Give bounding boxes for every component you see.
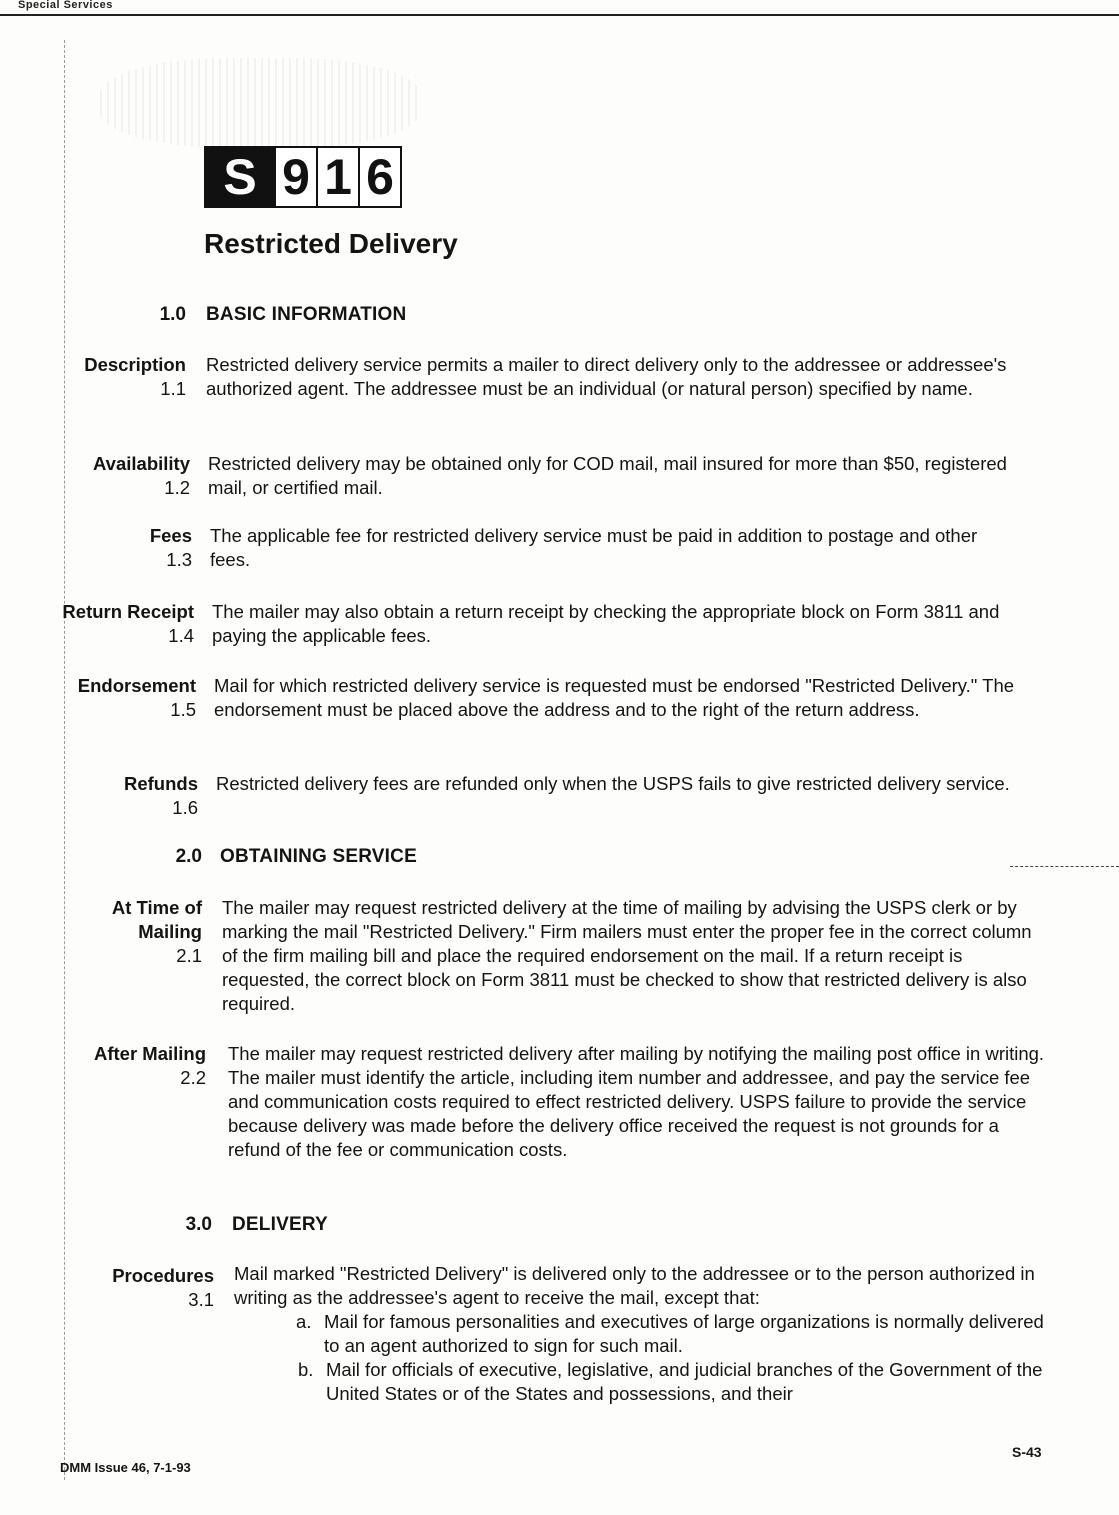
- subsection-label: [50, 452, 190, 500]
- subsection-name: Return Receipt: [62, 601, 194, 622]
- subsection-text: Restricted delivery may be obtained only for COD mail, mail insured for more than $50, registered mail, or certified mail.: [208, 453, 1007, 498]
- section-number: 3.0: [185, 1214, 212, 1235]
- subsection-text: The mailer may also obtain a return receipt by checking the appropriate block on Form 3811 and paying the applicable fees.: [212, 601, 1000, 646]
- section-title: DELIVERY: [232, 1214, 328, 1235]
- footer-page-number: S-43: [1012, 1444, 1042, 1460]
- subsection-name: Procedures: [112, 1265, 214, 1286]
- subsection-number: 1.3: [166, 549, 192, 570]
- subsection-number: 2.1: [176, 945, 202, 966]
- subsection-name: Refunds: [124, 773, 198, 794]
- list-item-text: Mail for officials of executive, legislative, and judicial branches of the Government of the United States or of the States and possessions, and their: [326, 1359, 1043, 1404]
- subsection-name: At Time of: [111, 897, 202, 918]
- subsection-name: Endorsement: [77, 675, 196, 696]
- code-digit: 1: [316, 148, 358, 206]
- subsection-number: 2.2: [180, 1067, 206, 1088]
- subsection-name: Availability: [93, 453, 190, 474]
- subsection-number: 1.6: [172, 797, 198, 818]
- subsection-number: 1.4: [168, 625, 194, 646]
- footer-issue: DMM Issue 46, 7-1-93: [60, 1460, 191, 1475]
- list-item: [298, 1358, 1066, 1406]
- code-digits: [274, 148, 400, 206]
- subsection-text: Restricted delivery service permits a mailer to direct delivery only to the addressee or addressee's authorized agent. The addressee must be an individual (or natural person) specified by name.: [206, 354, 1007, 399]
- subsection-label: [58, 772, 198, 820]
- subsection-name: Description: [84, 354, 186, 375]
- subsection-text: Mail for which restricted delivery service is requested must be endorsed "Restricted Delivery." The endorsement must be placed above the address and to the right of the return address.: [214, 675, 1015, 720]
- subsection-number: 1.2: [164, 477, 190, 498]
- subsection-text: Restricted delivery fees are refunded only when the USPS fails to give restricted delivery service.: [216, 773, 1010, 794]
- subsection-number: 1.5: [170, 699, 196, 720]
- subsection-label: [74, 1264, 214, 1312]
- page-title: Restricted Delivery: [204, 228, 458, 259]
- section-number: 1.0: [159, 304, 186, 325]
- header-text: Special Services: [18, 0, 113, 11]
- section-title: BASIC INFORMATION: [206, 304, 407, 325]
- margin-rule: [64, 40, 65, 1480]
- subsection-label: [66, 1042, 206, 1090]
- subsection-number: 3.1: [188, 1289, 214, 1310]
- subsection-label: [46, 353, 186, 401]
- margin-dash-rule: [1010, 866, 1119, 867]
- subsection-text: The mailer may request restricted delivery after mailing by notifying the mailing post office in writing. The mailer must identify the article, including item number and addressee, and pay the service fee and communication costs required to effect restricted delivery. USPS failure to provide the service because delivery was made before the delivery office received the request is not grounds for a refund of the fee or communication costs.: [228, 1043, 1045, 1160]
- code-digit: 9: [274, 148, 316, 206]
- list-marker: b.: [298, 1359, 314, 1380]
- code-digit: 6: [358, 148, 400, 206]
- subsection-label: [54, 600, 194, 648]
- list-item: [296, 1310, 1064, 1358]
- subsection-name: Mailing: [138, 921, 202, 942]
- subsection-label: [56, 674, 196, 722]
- subsection-number: 1.1: [160, 378, 186, 399]
- subsection-text: Mail marked "Restricted Delivery" is delivered only to the addressee or to the person authorized in writing as the addressee's agent to receive the mail, except that:: [234, 1263, 1035, 1308]
- subsection-label: [52, 524, 192, 572]
- scan-smudge: [100, 58, 420, 148]
- subsection-text: The mailer may request restricted delivery at the time of mailing by advising the USPS clerk or by marking the mail "Restricted Delivery." Firm mailers must enter the proper fee in the correct column of the firm mailing bill and place the required endorsement on the mail. If a return receipt is requested, the correct block on Form 3811 must be checked to show that restricted delivery is also required.: [222, 897, 1032, 1014]
- code-letter: S: [206, 148, 274, 206]
- section-number: 2.0: [175, 846, 202, 867]
- list-marker: a.: [296, 1311, 312, 1332]
- subsection-label: [62, 896, 202, 968]
- section-title: OBTAINING SERVICE: [220, 846, 417, 867]
- page-header: [0, 0, 1119, 16]
- subsection-name: After Mailing: [93, 1043, 206, 1064]
- section-code-badge: [204, 146, 402, 208]
- subsection-name: Fees: [149, 525, 192, 546]
- subsection-text: The applicable fee for restricted delivery service must be paid in addition to postage and other fees.: [210, 525, 978, 570]
- list-item-text: Mail for famous personalities and executives of large organizations is normally delivered to an agent authorized to sign for such mail.: [324, 1311, 1044, 1356]
